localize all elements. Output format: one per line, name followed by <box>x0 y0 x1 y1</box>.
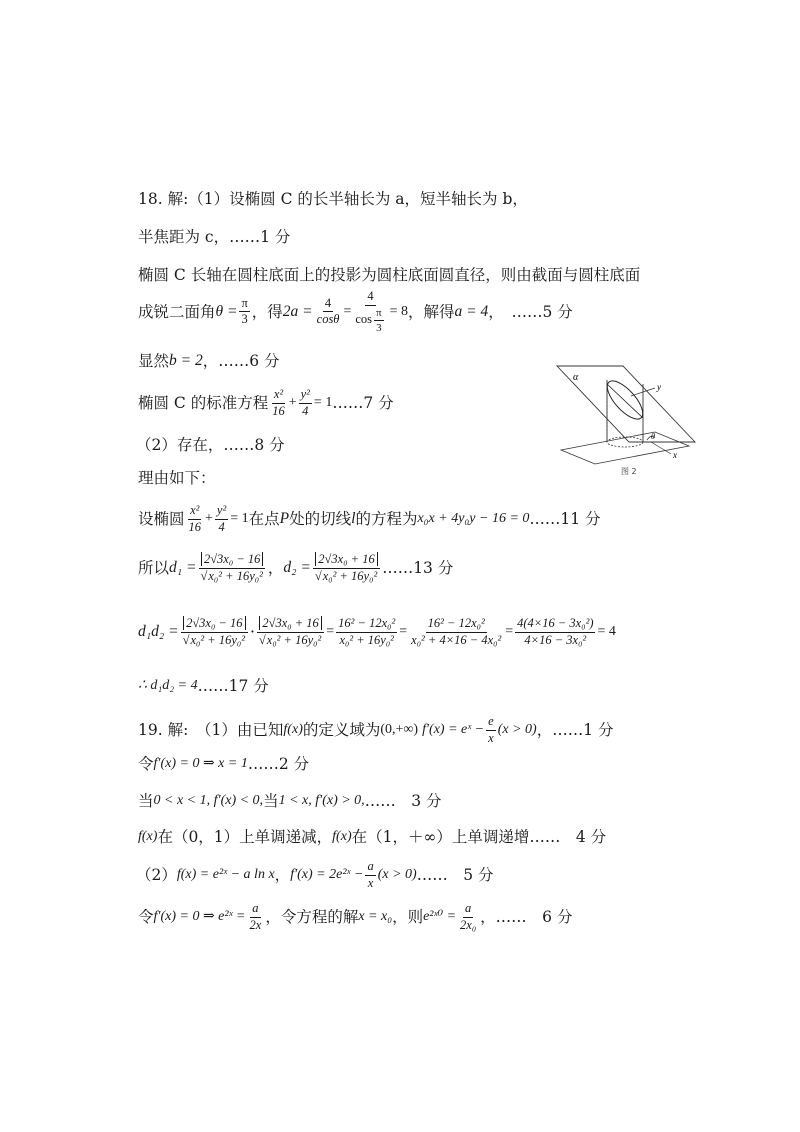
score-mark: ……17 分 <box>197 677 269 695</box>
p19-line-4: f(x) 在（0，1）上单调递减， f(x) 在（1，＋∞）上单调递增…… 4 分 <box>138 828 607 846</box>
d2-fraction: $\frac{\text{2√3x₀ + 16}}{\text{√x₀² + 16y₀²}}$ <box>313 553 380 584</box>
score-mark: …… 5 分 <box>416 865 494 884</box>
p19-line-1: 19. 解: （1）由已知 f(x) 的定义域为 (0,+∞) f′(x) = eˣ − $\frac{e}{x}$ (x > 0) ，……1 分 <box>138 714 614 745</box>
tangent-equation: x₀x + 4y₀y − 16 = 0 <box>417 510 530 526</box>
score-mark: ，……6 分 <box>202 352 280 370</box>
p19-line-5: （2） f(x) = e²ˣ − a ln x ， f′(x) = 2e²ˣ − $\frac{a}{x}$ (x > 0) …… 5 分 <box>136 859 494 890</box>
score-mark: ，…… 6 分 <box>480 907 573 926</box>
score-mark: …… 3 分 <box>364 792 442 810</box>
score-mark: ，……1 分 <box>536 720 614 739</box>
figure-caption: 图 2 <box>621 467 637 476</box>
fraction-pi-over-3: $\frac{\pi}{3}$ <box>241 295 248 327</box>
p18-line-4: 成锐二面角 θ = $\frac{\pi}{3}$ ，得 2a = $\frac{4}{\cos\theta}$ = 4 cos $\frac{\pi}{3}$ = 8 ，解得 a = 4 ， ……5 分 <box>138 289 573 334</box>
p18-focal-text: 半焦距为 c，……1 分 <box>138 228 291 246</box>
label-y: y <box>657 382 661 392</box>
p18-line-7: （2）存在，……8 分 <box>136 436 285 454</box>
d1-fraction: $\frac{\text{2√3x₀ − 16}}{\text{√x₀² + 16y₀²}}$ <box>199 553 266 584</box>
p18-line-12 <box>138 677 269 696</box>
score-mark: ……2 分 <box>247 755 310 773</box>
p18-line-11: d₁d₂ = $\frac{\text{2√3x₀ − 16}}{\text{√x₀² + 16y₀²}}$ · $\frac{\text{2√3x₀ + 16}}{\text{√x₀² + 16y₀²}}$ = $\frac{\text{16² − 12x₀²}}{\text{x₀² + 16y₀²}}$ = $\frac{\text{16² − 12x₀²}}{\text{x₀² + 4×16 − 4x₀²}}$ = $\frac{\text{4(4×16 − 3x₀²)}}{\text{4×16 − 3x₀²}}$ = 4 <box>138 616 616 647</box>
fraction-4-over-cos-pi-3: 4 cos $\frac{\pi}{3}$ <box>355 289 382 334</box>
score-mark: ……11 分 <box>529 509 601 528</box>
p18-line-1 <box>138 190 528 209</box>
label-alpha: α <box>573 372 579 383</box>
p18-intro-text: 18. 解:（1）设椭圆 C 的长半轴长为 a，短半轴长为 b， <box>138 190 528 208</box>
cylinder-plane-figure <box>555 362 697 478</box>
p18-line-8: 理由如下： <box>138 469 216 487</box>
p18-line-5: 显然 b = 2 ，……6 分 <box>138 352 280 370</box>
p19-line-2: 令 f′(x) = 0 ⇒ x = 1 ……2 分 <box>138 755 310 773</box>
p18-line-9: 设椭圆 $\frac{\text{x²}}{16}$ + $\frac{\text{y²}}{4}$ = 1 在点 P 处的切线 l 的方程为 x₀x + 4y₀y − 16 = 0 ……11 分 <box>138 503 601 534</box>
p18-projection-text: 椭圆 C 长轴在圆柱底面上的投影为圆柱底面圆直径，则由截面与圆柱底面 <box>138 266 641 284</box>
score-mark: ……7 分 <box>332 393 394 412</box>
p18-line-2 <box>138 228 290 247</box>
label-x: x <box>673 450 677 460</box>
p18-line-10: 所以 d₁ = $\frac{\text{2√3x₀ − 16}}{\text{√x₀² + 16y₀²}}$ ， d₂ = $\frac{\text{2√3x₀ + 16}}{\text{√x₀² + 16y₀²}}$ ……13 分 <box>138 552 454 583</box>
label-theta: θ <box>651 432 655 441</box>
p18-line-3 <box>138 266 640 285</box>
p19-line-3: 当 0 < x < 1, f′(x) < 0, 当 1 < x, f′(x) > 0, …… 3 分 <box>138 792 442 810</box>
score-mark: ， ……5 分 <box>488 302 573 321</box>
score-mark: ……13 分 <box>382 558 454 577</box>
p18-line-6: 椭圆 C 的标准方程 $\frac{\text{x²}}{16}$ + $\frac{\text{y²}}{4}$ = 1 ……7 分 <box>138 387 394 418</box>
fraction-4-over-costheta: $\frac{4}{\cos\theta}$ <box>316 295 340 327</box>
p19-line-6: 令 f′(x) = 0 ⇒ e²ˣ = $\frac{a}{2x}$ ，令方程的解 x = x₀ ，则 e²ˣ⁰ = $\frac{a}{\text{2x₀}}$ ，…… 6 分 <box>138 901 573 932</box>
conclusion-d1d2: ∴ d₁d₂ = 4 <box>138 677 198 693</box>
